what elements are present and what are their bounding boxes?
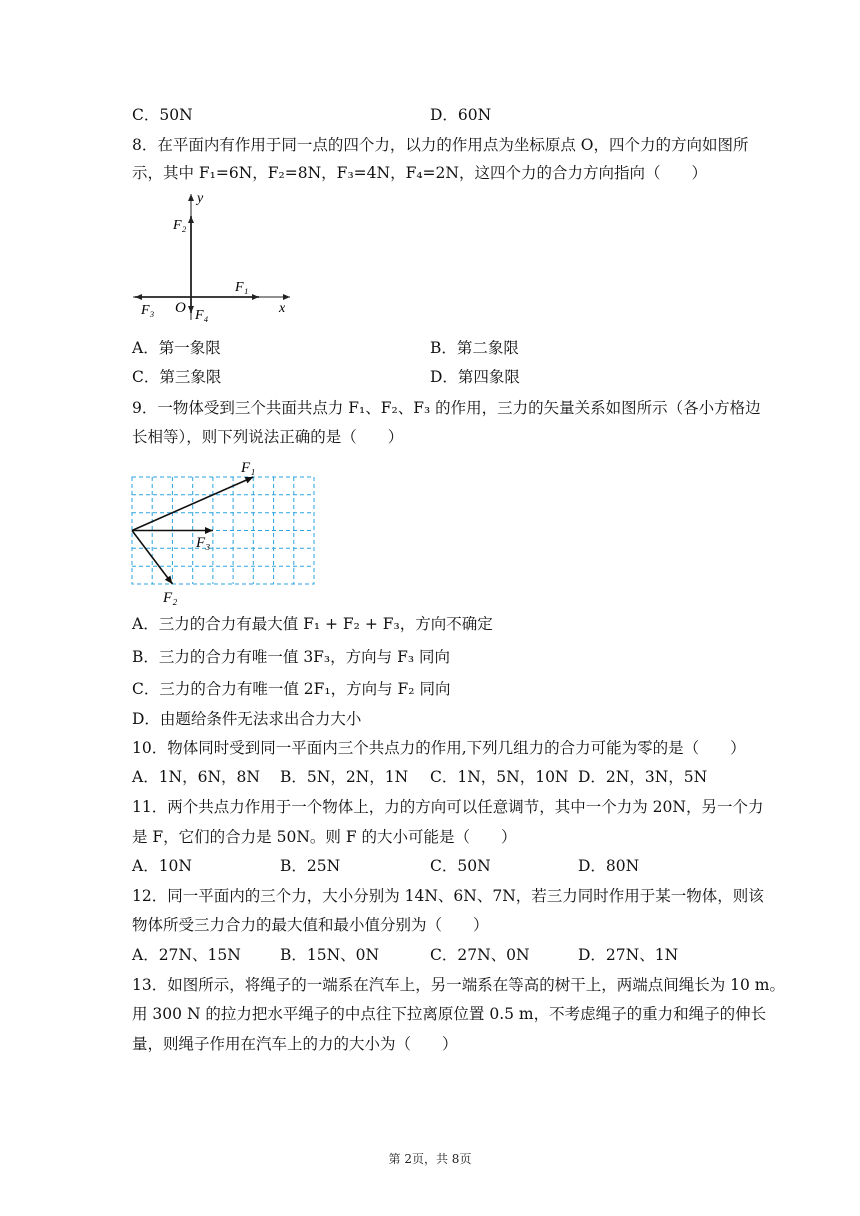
q12-option-c: C．27N、0N [430, 946, 530, 964]
q8-stem-line1: 8．在平面内有作用于同一点的四个力，以力的作用点为坐标原点 O，四个力的方向如图所 [132, 136, 749, 154]
q10-option-a: A．1N，6N，8N [132, 768, 260, 786]
q10-option-d: D．2N，3N，5N [578, 768, 708, 786]
q8-f1-label: F₁ [235, 280, 249, 295]
q8-option-d: D．第四象限 [430, 368, 520, 386]
q9-f1-label: F₁ [241, 460, 256, 476]
q11-option-d: D．80N [578, 857, 640, 875]
q10-option-b: B．5N，2N，1N [280, 768, 409, 786]
q11-option-c: C．50N [430, 857, 491, 875]
q8-stem-line2: 示，其中 F₁=6N，F₂=8N，F₃=4N，F₄=2N，这四个力的合力方向指向（ ） [132, 164, 707, 182]
q8-f3-label: F₃ [141, 303, 155, 318]
q12-option-a: A．27N、15N [132, 946, 241, 964]
q11-option-a: A．10N [132, 857, 192, 875]
q9-option-d: D．由题给条件无法求出合力大小 [132, 710, 362, 728]
q10-stem: 10．物体同时受到同一平面内三个共点力的作用,下列几组力的合力可能为零的是（ ） [132, 739, 746, 757]
q8-option-c: C．第三象限 [132, 368, 222, 386]
q9-f3-label: F₃ [196, 535, 211, 551]
q11-option-b: B．25N [280, 857, 341, 875]
q7-option-c: C．50N [132, 106, 193, 124]
q7-option-d: D．60N [430, 106, 492, 124]
q12-stem-line1: 12．同一平面内的三个力，大小分别为 14N、6N、7N，若三力同时作用于某一物体，则该 [132, 887, 764, 905]
q9-option-b: B．三力的合力有唯一值 3F₃，方向与 F₃ 同向 [132, 648, 450, 666]
q8-force-diagram [125, 188, 305, 328]
q12-stem-line2: 物体所受三力合力的最大值和最小值分别为（ ） [132, 916, 489, 934]
page-footer: 第 2页，共 8页 [388, 1152, 472, 1166]
q10-option-c: C．1N，5N，10N [430, 768, 569, 786]
q9-grid-diagram [125, 455, 325, 605]
q9-option-c: C．三力的合力有唯一值 2F₁，方向与 F₂ 同向 [132, 680, 451, 698]
q8-f4-label: F₄ [195, 308, 209, 323]
q8-y-label: y [197, 191, 204, 206]
q8-f2-label: F₂ [173, 218, 187, 233]
q12-option-d: D．27N、1N [578, 946, 679, 964]
q12-option-b: B．15N、0N [280, 946, 380, 964]
q8-option-b: B．第二象限 [430, 339, 519, 357]
q8-x-label: x [279, 301, 286, 316]
q8-option-a: A．第一象限 [132, 339, 221, 357]
q11-stem-line2: 是 F，它们的合力是 50N。则 F 的大小可能是（ ） [132, 828, 517, 846]
q8-origin-label: O [175, 300, 186, 316]
q13-stem-line1: 13．如图所示，将绳子的一端系在汽车上，另一端系在等高的树干上，两端点间绳长为 10 m。 [132, 976, 786, 994]
q11-stem-line1: 11．两个共点力作用于一个物体上，力的方向可以任意调节，其中一个力为 20N，另一个力 [132, 798, 764, 816]
q9-option-a: A．三力的合力有最大值 F₁ + F₂ + F₃，方向不确定 [132, 615, 493, 633]
q13-stem-line2: 用 300 N 的拉力把水平绳子的中点往下拉离原位置 0.5 m，不考虑绳子的重力和绳子的伸长 [132, 1005, 767, 1023]
q9-f2-label: F₂ [163, 590, 178, 605]
q13-stem-line3: 量，则绳子作用在汽车上的力的大小为（ ） [132, 1035, 458, 1053]
q9-stem-line1: 9．一物体受到三个共面共点力 F₁、F₂、F₃ 的作用，三力的矢量关系如图所示（各小方格边 [132, 399, 761, 417]
q9-stem-line2: 长相等），则下列说法正确的是（ ） [132, 428, 404, 446]
